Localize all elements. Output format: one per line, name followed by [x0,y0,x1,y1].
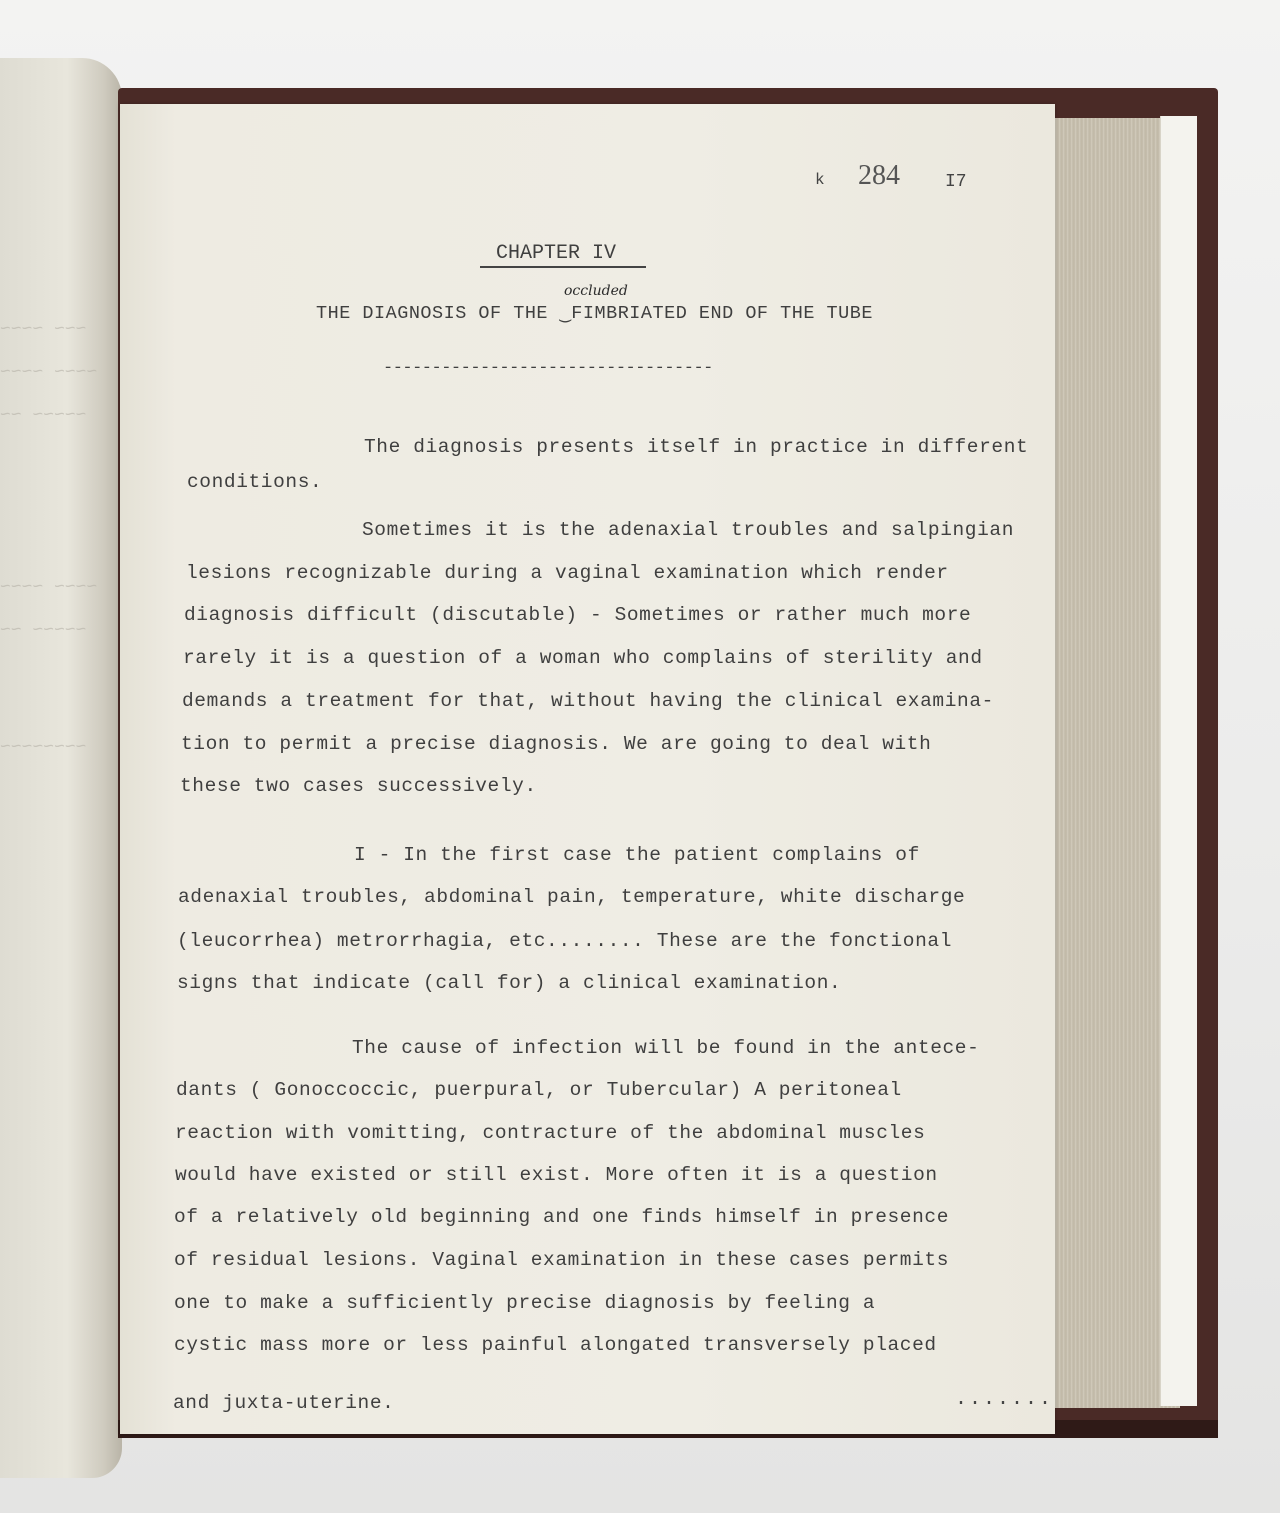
bleed-through-text: ~~~~~ ~~ [0,621,87,641]
heading-rule: ---------------------------------- [383,359,713,378]
body-line: lesions recognizable during a vaginal examination which render [186,562,949,584]
chapter-title: CHAPTER IV [496,242,617,265]
body-line: Sometimes it is the adenaxial troubles and salpingian [362,519,1015,541]
caret-mark: ‿ [559,303,572,324]
facing-page [0,58,122,1478]
body-line: I - In the first case the patient complains of [354,844,920,866]
heading-suffix: FIMBRIATED END OF THE TUBE [571,303,873,324]
body-line: tion to permit a precise diagnosis. We are going to deal with [181,733,932,755]
body-line: rarely it is a question of a woman who complains of sterility and [183,647,983,669]
body-line: dants ( Gonoccoccic, puerpural, or Tubercular) A peritoneal [176,1079,902,1101]
body-line: of a relatively old beginning and one finds himself in presence [174,1206,950,1228]
bleed-through-text: ~~~~ ~~~~ [0,363,98,383]
body-line: (leucorrhea) metrorrhagia, etc........ These are the fonctional [177,930,953,952]
body-line: would have existed or still exist. More often it is a question [175,1164,938,1186]
body-line: one to make a sufficiently precise diagnosis by feeling a [174,1292,876,1314]
body-line: The diagnosis presents itself in practice in different [364,436,1029,458]
body-line: and juxta-uterine. [173,1392,395,1414]
bleed-through-text: ~~~~ ~~~~ [0,578,98,598]
body-line: demands a treatment for that, without having the clinical examina- [182,690,994,712]
body-line: adenaxial troubles, abdominal pain, temperature, white discharge [178,886,966,908]
bleed-through-text: ~~~ ~~~~ [0,320,87,340]
page-mark: k [815,171,825,189]
body-line: signs that indicate (call for) a clinical examination. [177,972,842,994]
continuation-dots: ....... [955,1388,1054,1411]
body-line: cystic mass more or less painful alongated transversely placed [174,1334,937,1356]
bleed-through-text: ~~~~~~~~ [0,738,87,758]
body-line: of residual lesions. Vaginal examination in these cases permits [174,1249,950,1271]
secondary-page-number: I7 [945,172,967,192]
body-line: conditions. [187,471,323,493]
heading-prefix: THE DIAGNOSIS OF THE [316,303,549,324]
handwritten-insertion: occluded [564,283,628,299]
body-line: these two cases successively. [180,775,537,797]
body-line: diagnosis difficult (discutable) - Sometimes or rather much more [184,604,972,626]
body-line: The cause of infection will be found in the antece- [352,1037,980,1059]
page-number: 284 [858,160,900,191]
body-line: reaction with vomitting, contracture of the abdominal muscles [175,1122,926,1144]
chapter-heading [316,302,873,324]
chapter-underline [480,266,646,268]
bleed-through-text: ~~~~~ ~~ [0,406,87,426]
page-block-white-edge [1160,116,1197,1406]
